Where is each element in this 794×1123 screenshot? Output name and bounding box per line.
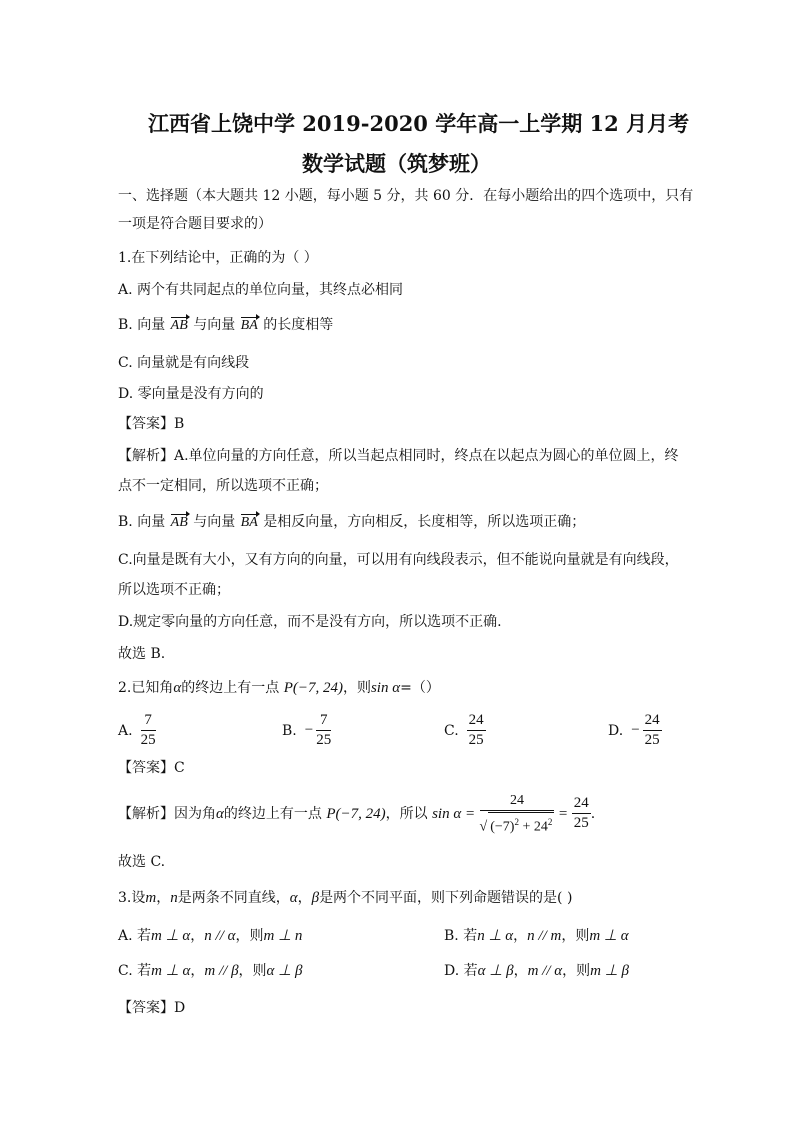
math-expr: m ⊥ α (151, 928, 191, 944)
q2-option-a (118, 712, 156, 749)
vector-ba: BA (240, 513, 259, 533)
numerator: 24 (572, 795, 591, 814)
q1-option-b-suffix: 的长度相等 (263, 317, 334, 333)
section-heading-line2: 一项是符合题目要求的） (118, 216, 272, 232)
denominator: 25 (140, 732, 156, 748)
denominator: 25 (644, 732, 660, 748)
vector-ab: AB (170, 513, 189, 533)
line-n: n (170, 890, 178, 906)
numerator: 24 (480, 792, 555, 811)
fraction (467, 712, 486, 749)
q3-stem-suffix: 是两个不同平面，则下列命题错误的是( ) (319, 890, 573, 906)
q2-exp-prefix: 【解析】因为角 (118, 805, 216, 822)
q2-option-b (282, 712, 331, 749)
then-text: ，则 (561, 928, 590, 944)
numerator: 7 (141, 712, 156, 731)
line-m: m (145, 890, 157, 906)
q1-explanation-c2: 所以选项不正确； (118, 582, 230, 598)
page-subtitle: 数学试题（筑梦班） (302, 151, 491, 176)
math-expr: n // m (527, 928, 562, 944)
comma: ， (513, 928, 528, 944)
alpha-symbol: α (173, 680, 182, 696)
fraction (316, 712, 331, 749)
option-label: A. 若 (118, 928, 152, 944)
q1-explanation-b (118, 512, 585, 533)
then-text: ，则 (238, 963, 267, 979)
q1-exp-b-prefix: B. 向量 (118, 514, 166, 530)
q2-stem-mid: 的终边上有一点 (181, 680, 280, 696)
q1-option-b-prefix: B. 向量 (118, 317, 166, 333)
q3-stem (118, 888, 572, 908)
q2-exp-mid: 的终边上有一点 (223, 805, 322, 822)
q2-option-d (608, 712, 662, 749)
option-label: C. 若 (118, 963, 152, 979)
q1-conclusion: 故选 B. (118, 646, 166, 662)
math-expr: n // α (204, 928, 236, 944)
plane-beta: β (311, 890, 320, 906)
plane-alpha: α (289, 890, 298, 906)
q3-answer: 【答案】D (118, 1000, 186, 1016)
equals-sign: = (558, 805, 568, 822)
q2-option-c (444, 712, 486, 749)
exponent: 2 (547, 817, 553, 827)
point-p: P(−7, 24) (283, 680, 343, 696)
denominator: 25 (468, 732, 484, 748)
q1-stem: 1.在下列结论中，正确的为（ ） (118, 250, 318, 266)
q1-answer: 【答案】B (118, 416, 185, 432)
q1-option-b-mid: 与向量 (193, 317, 236, 333)
math-expr: m ⊥ n (263, 928, 303, 944)
q3-stem-mid: 是两条不同直线， (177, 890, 290, 906)
math-expr: α ⊥ β (266, 963, 303, 979)
q2-stem-mid2: ，则 (342, 680, 371, 696)
sin-alpha-equals: sin α = (432, 805, 476, 822)
q2-conclusion: 故选 C. (118, 854, 166, 870)
exponent: 2 (514, 817, 519, 827)
math-expr: m // α (527, 963, 563, 979)
fraction (141, 712, 156, 749)
point-p: P(−7, 24) (326, 805, 386, 822)
then-text: ，则 (235, 928, 264, 944)
denominator: 25 (316, 732, 332, 748)
option-label: B. (282, 722, 297, 739)
q1-option-b (118, 315, 333, 336)
vector-ba: BA (240, 316, 259, 336)
vector-ab: AB (170, 316, 189, 336)
numerator: 7 (316, 712, 331, 731)
q1-explanation-line2: 点不一定相同，所以选项不正确； (118, 478, 328, 494)
q2-stem-suffix: =（） (400, 680, 440, 696)
result-fraction (572, 795, 591, 832)
q3-option-b (444, 926, 629, 946)
sqrt-icon: √ (479, 819, 488, 835)
math-expr: α ⊥ β (477, 963, 514, 979)
math-expr: n ⊥ α (477, 928, 514, 944)
q1-explanation-d: D.规定零向量的方向任意，而不是没有方向，所以选项不正确. (118, 614, 502, 630)
q1-option-c: C. 向量就是有向线段 (118, 355, 250, 371)
then-text: ，则 (562, 963, 591, 979)
comma: ， (297, 890, 312, 906)
q2-exp-mid2: ，所以 (385, 805, 428, 822)
q2-explanation (118, 792, 595, 836)
denominator: 25 (573, 815, 589, 832)
period: . (590, 805, 596, 822)
numerator: 24 (467, 712, 486, 731)
q3-stem-prefix: 3.设 (118, 890, 146, 906)
minus-sign: − (631, 722, 640, 738)
radicand (488, 812, 554, 836)
q1-exp-b-suffix: 是相反向量，方向相反，长度相等，所以选项正确； (263, 514, 586, 530)
q2-stem (118, 678, 440, 698)
option-label: B. 若 (444, 928, 478, 944)
q3-option-a (118, 926, 302, 946)
alpha-symbol: α (216, 805, 224, 822)
q1-option-a: A. 两个有共同起点的单位向量，其终点必相同 (118, 282, 404, 298)
section-heading-line1: 一、选择题（本大题共 12 小题，每小题 5 分，共 60 分．在每小题给出的四个选项中，只有 (118, 188, 694, 204)
q1-exp-b-mid: 与向量 (193, 514, 236, 530)
radicand-part-1: (−7) (490, 819, 515, 835)
radicand-part-2: + 24 (518, 819, 548, 835)
comma: ， (190, 963, 205, 979)
math-expr: m ⊥ α (151, 963, 191, 979)
minus-sign: − (304, 722, 314, 738)
page-title: 江西省上饶中学 2019-2020 学年高一上学期 12 月月考 (148, 111, 690, 136)
math-expr: m ⊥ β (590, 963, 629, 979)
sin-alpha: sin α (370, 680, 401, 696)
comma: ， (156, 890, 171, 906)
math-expr: m ⊥ α (589, 928, 629, 944)
comma: ， (513, 963, 528, 979)
q1-explanation-c1: C.向量是既有大小，又有方向的向量，可以用有向线段表示，但不能说向量就是有向线段， (118, 552, 679, 568)
fraction (643, 712, 662, 749)
q2-answer: 【答案】C (118, 760, 185, 776)
option-label: D. 若 (444, 963, 478, 979)
q2-stem-prefix: 2.已知角 (118, 680, 174, 696)
math-expr: m // β (204, 963, 239, 979)
denominator (480, 811, 555, 836)
option-label: C. (444, 722, 459, 739)
comma: ， (190, 928, 205, 944)
option-label: A. (118, 722, 133, 739)
sqrt-fraction (480, 792, 555, 836)
option-label: D. (608, 722, 624, 739)
q3-option-c (118, 961, 302, 981)
q1-explanation-line1: 【解析】A.单位向量的方向任意，所以当起点相同时，终点在以起点为圆心的单位圆上，终 (118, 448, 679, 464)
numerator: 24 (643, 712, 662, 731)
q3-option-d (444, 961, 629, 981)
q1-option-d: D. 零向量是没有方向的 (118, 386, 264, 402)
